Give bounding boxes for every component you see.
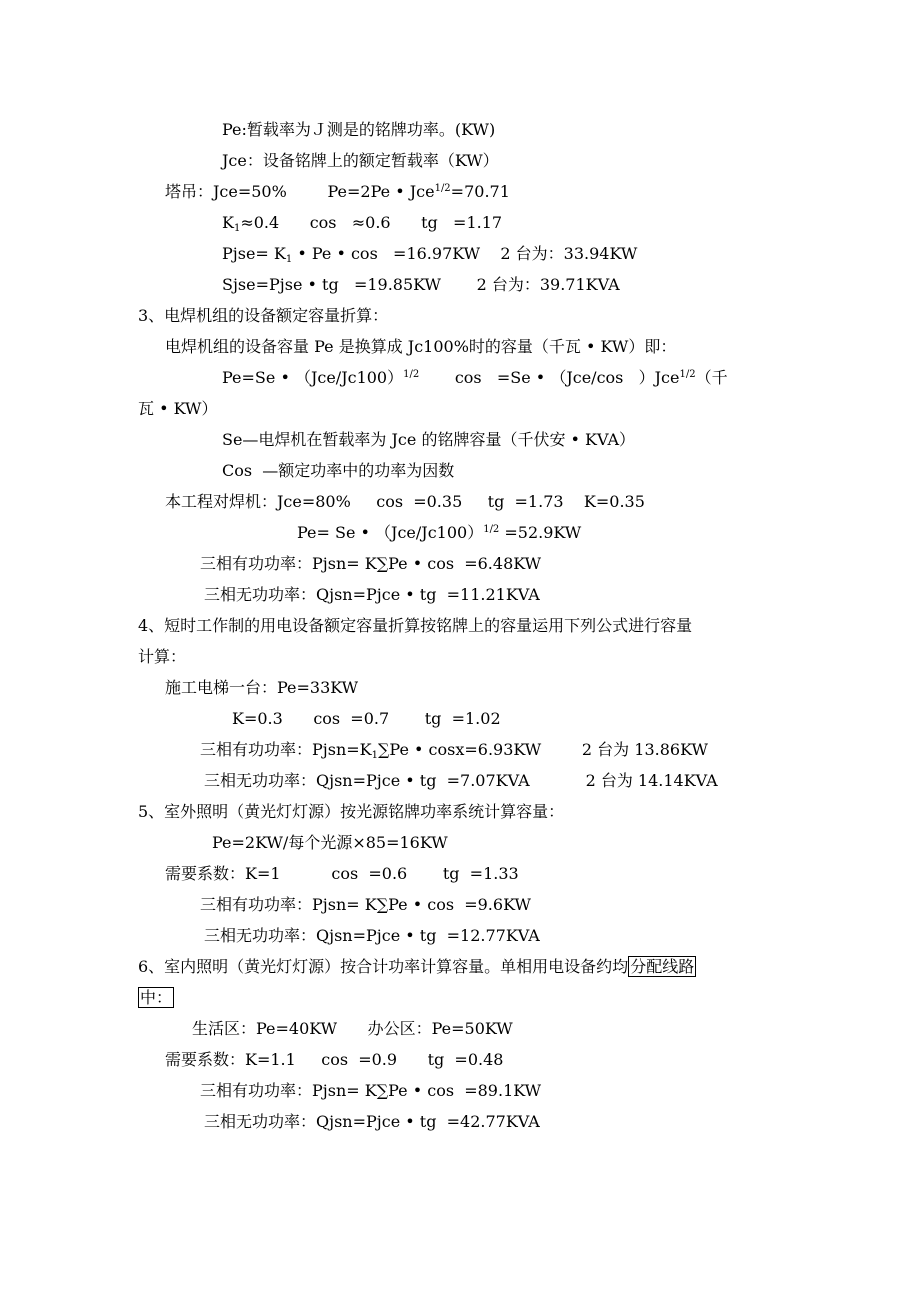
text-line-33: 三相无功功率：Qjsn=Pjce • tg =42.77KVA (204, 1112, 540, 1131)
text-line-15: 三相有功功率：Pjsn= K∑Pe • cos =6.48KW (200, 554, 542, 573)
text-line-20: K=0.3 cos =0.7 tg =1.02 (232, 709, 501, 728)
boxed-text-2: 中： (140, 988, 173, 1007)
text-line-18: 计算： (138, 647, 187, 666)
text-line-9: Pe=Se • $(Jce/Jc100)^{1/2}$ cos =Se • （Jce/cos ）Jce$^{1/2}$（千 (222, 368, 728, 387)
text-line-22: 三相无功功率：Qjsn=Pjce • tg =7.07KVA 2 台为 14.14KVA (204, 771, 718, 790)
text-line-14: Pe= Se • $(Jce/Jc100)^{1/2} =52.9KW$ (297, 523, 582, 542)
text-line-1: Pe:暂载率为Ｊ测是的铭牌功率。(KW) (222, 120, 496, 139)
text-line-25: 需要系数：K=1 cos =0.6 tg =1.33 (165, 864, 519, 883)
text-line-21: 三相有功功率：$Pjsn=K_1\sum Pe$ • cosx=6.93KW 2 台为 13.86KW (200, 740, 708, 761)
text-line-31: 需要系数：K=1.1 cos =0.9 tg =0.48 (165, 1050, 504, 1069)
text-line-10: 瓦 • KW） (138, 399, 218, 418)
text-line-12: Cos —额定功率中的功率为因数 (222, 461, 455, 480)
section-heading-4: 4、短时工作制的用电设备额定容量折算按铭牌上的容量运用下列公式进行容量 (138, 616, 693, 635)
text-line-19: 施工电梯一台：Pe=33KW (165, 678, 359, 697)
boxed-text-1: 分配线路 (630, 957, 695, 976)
text-line-2: Jce：设备铭牌上的额定暂载率（KW） (222, 151, 499, 170)
text-line-16: 三相无功功率：Qjsn=Pjce • tg =11.21KVA (204, 585, 540, 604)
text-line-24: Pe=2KW/每个光源×85=16KW (212, 833, 448, 852)
section-heading-6: 6、室内照明（黄光灯灯源）按合计功率计算容量。单相用电设备约均 分配线路 (138, 957, 695, 976)
text-line-27: 三相无功功率：Qjsn=Pjce • tg =12.77KVA (204, 926, 540, 945)
text-line-26: 三相有功功率：Pjsn= K∑Pe • cos =9.6KW (200, 895, 531, 914)
section-heading-3: 3、电焊机组的设备额定容量折算： (138, 306, 389, 325)
text-line-29 (138, 988, 174, 1008)
text-line-5: Pjse= $K_1$ • Pe • cos =16.97KW 2 台为：33.94KW (222, 244, 638, 265)
text-line-30: 生活区：Pe=40KW 办公区：Pe=50KW (192, 1019, 513, 1038)
text-line-8: 电焊机组的设备容量 Pe 是换算成 Jc100%时的容量（千瓦 • KW）即： (165, 337, 677, 356)
section-heading-5: 5、室外照明（黄光灯灯源）按光源铭牌功率系统计算容量： (138, 802, 565, 821)
text-line-32: 三相有功功率：Pjsn= K∑Pe • cos =89.1KW (200, 1081, 542, 1100)
text-line-3: 塔吊：Jce=50% Pe=2Pe • Jce$^{1/2}$=70.71 (165, 182, 510, 201)
text-line-6: Sjse=Pjse • tg =19.85KW 2 台为：39.71KVA (222, 275, 620, 294)
text-line-4: $K_1\approx 0.4$ cos ≈0.6 tg =1.17 (222, 213, 503, 234)
text-line-13: 本工程对焊机：Jce=80% cos =0.35 tg =1.73 K=0.35 (165, 492, 645, 511)
text-line-11: Se—电焊机在暂载率为 Jce 的铭牌容量（千伏安 • KVA） (222, 430, 636, 449)
